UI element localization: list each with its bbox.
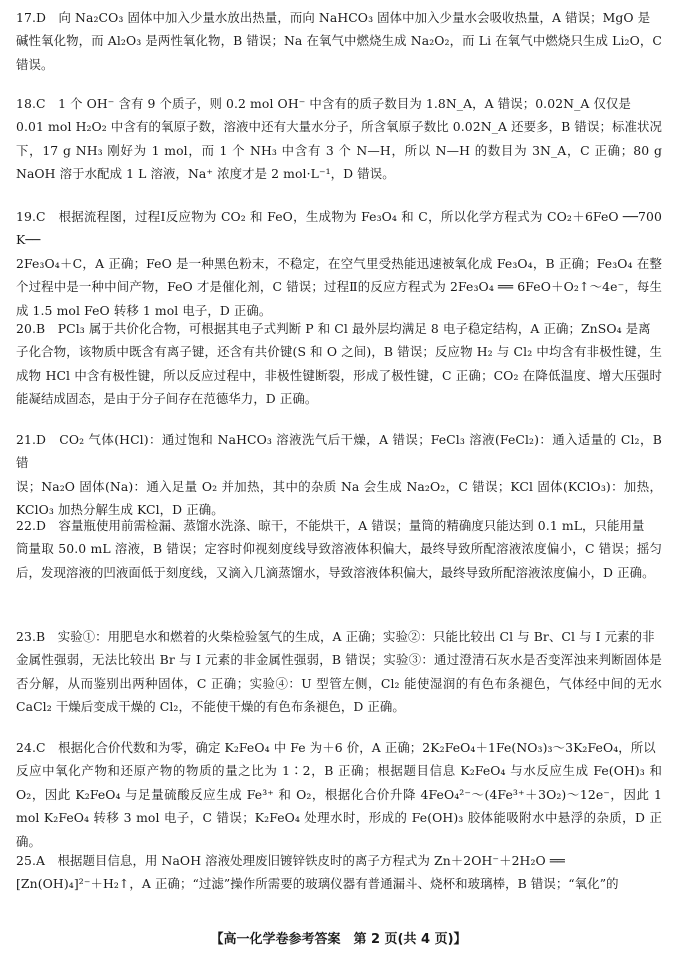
answer-23-rest: 金属性强弱，无法比较出 Br 与 I 元素的非金属性强弱，B 错误；实验③：通过澄清石灰水是否变浑浊来判断固体是否分解，从而鉴别出两种固体，C 正确；实验④：U 型管左侧，Cl₂ 能使湿润的有色布条褪色，气体经中间的无水 CaCl₂ 干燥后变成干燥的 Cl₂，不能使干燥的有色布条褪色，D 正确。 <box>16 652 662 715</box>
answer-22-line1: 22.D 容量瓶使用前需检漏、蒸馏水洗涤、晾干，不能烘干，A 错误；量筒的精确度只能达到 0.1 mL，只能用量 <box>16 518 645 533</box>
answer-21-line1: 21.D CO₂ 气体(HCl)：通过饱和 NaHCO₃ 溶液洗气后干燥，A 错误；FeCl₃ 溶液(FeCl₂)：通入适量的 Cl₂，B 错 <box>16 432 662 471</box>
answer-19-rest: 2Fe₃O₄＋C，A 正确；FeO 是一种黑色粉末，不稳定，在空气里受热能迅速被氧化成 Fe₃O₄，B 正确；Fe₃O₄ 在整个过程中是一种中间产物，FeO 才是催化剂，C 错误；过程Ⅱ的反应方程式为 2Fe₃O₄ ══ 6FeO＋O₂↑～4e⁻，每生成 1.5 mol FeO 转移 1 mol 电子，D 正确。 <box>16 255 662 318</box>
answer-22-rest: 筒量取 50.0 mL 溶液，B 错误；定容时仰视刻度线导致溶液体积偏大，最终导致所配溶液浓度偏小，C 错误；摇匀后，发现溶液的凹液面低于刻度线，又滴入几滴蒸馏水，导致溶液体积偏大，最终导致所配溶液浓度偏小，D 正确。 <box>16 541 662 580</box>
answer-17-line1: 17.D 向 Na₂CO₃ 固体中加入少量水放出热量，而向 NaHCO₃ 固体中加入少量水会吸收热量，A 错误；MgO 是 <box>16 10 651 25</box>
page-footer: 【高一化学卷参考答案 第 2 页(共 4 页)】 <box>210 932 467 947</box>
answer-25 <box>16 849 662 896</box>
answer-24 <box>16 736 662 853</box>
answer-23 <box>16 625 662 719</box>
answer-17-rest: 碱性氧化物，而 Al₂O₃ 是两性氧化物，B 错误；Na 在氧气中燃烧生成 Na₂O₂，而 Li 在氧气中燃烧只生成 Li₂O，C 错误。 <box>16 33 662 72</box>
answer-17 <box>16 6 662 76</box>
answer-18-line1: 18.C 1 个 OH⁻ 含有 9 个质子，则 0.2 mol OH⁻ 中含有的质子数目为 1.8N_A，A 错误；0.02N_A 仅仅是 <box>16 96 631 111</box>
answer-25-line1: 25.A 根据题目信息，用 NaOH 溶液处理废旧镀锌铁皮时的离子方程式为 Zn＋2OH⁻＋2H₂O ══ <box>16 853 565 868</box>
answer-23-line1: 23.B 实验①：用肥皂水和燃着的火柴检验氢气的生成，A 正确；实验②：只能比较出 Cl 与 Br、Cl 与 I 元素的非 <box>16 629 655 644</box>
answer-21 <box>16 428 662 522</box>
answer-19 <box>16 205 662 322</box>
answer-20 <box>16 317 662 411</box>
answer-20-rest: 子化合物，该物质中既含有离子键，还含有共价键(S 和 O 之间)，B 错误；反应物 H₂ 与 Cl₂ 中均含有非极性键，生成物 HCl 中含有极性键，所以反应过程中，非极性键断裂，形成了极性键，C 正确；CO₂ 在降低温度、增大压强时能凝结成固态，是由于分子间存在范德华力，D 正确。 <box>16 344 662 407</box>
answer-22 <box>16 514 662 584</box>
answer-18-rest: 0.01 mol H₂O₂ 中含有的氧原子数，溶液中还有大量水分子，所含氧原子数比 0.02N_A 还要多，B 错误；标准状况下，17 g NH₃ 刚好为 1 mol，而 1 个 NH₃ 中含有 3 个 N—H，所以 N—H 的数目为 3N_A，C 正确；80 g NaOH 溶于水配成 1 L 溶液，Na⁺ 浓度才是 2 mol·L⁻¹，D 错误。 <box>16 119 662 182</box>
answer-25-rest: [Zn(OH)₄]²⁻＋H₂↑，A 正确；“过滤”操作所需要的玻璃仪器有普通漏斗、烧杯和玻璃棒，B 错误；“氧化”的 <box>16 876 619 892</box>
answer-19-line1: 19.C 根据流程图，过程Ⅰ反应物为 CO₂ 和 FeO，生成物为 Fe₃O₄ 和 C，所以化学方程式为 CO₂＋6FeO ──700 K── <box>16 209 662 248</box>
answer-21-rest: 误；Na₂O 固体(Na)：通入足量 O₂ 并加热，其中的杂质 Na 会生成 Na₂O₂，C 错误；KCl 固体(KClO₃)：加热，KClO₃ 加热分解生成 KCl，D 正确。 <box>16 478 662 518</box>
answer-20-line1: 20.B PCl₃ 属于共价化合物，可根据其电子式判断 P 和 Cl 最外层均满足 8 电子稳定结构，A 正确；ZnSO₄ 是离 <box>16 321 651 336</box>
answer-24-rest: 反应中氧化产物和还原产物的物质的量之比为 1∶2，B 正确；根据题目信息 K₂FeO₄ 与水反应生成 Fe(OH)₃ 和 O₂，因此 K₂FeO₄ 与足量硫酸反应生成 Fe³⁺ 和 O₂，根据化合价升降 4FeO₄²⁻～(4Fe³⁺＋3O₂)～12e⁻，因此 1 mol K₂FeO₄ 转移 3 mol 电子，C 错误；K₂FeO₄ 处理水时，形成的 Fe(OH)₃ 胶体能吸附水中悬浮的杂质，D 正确。 <box>16 763 662 849</box>
answer-24-line1: 24.C 根据化合价代数和为零，确定 K₂FeO₄ 中 Fe 为＋6 价，A 正确；2K₂FeO₄＋1Fe(NO₃)₃～3K₂FeO₄，所以 <box>16 740 656 755</box>
answer-18 <box>16 92 662 186</box>
